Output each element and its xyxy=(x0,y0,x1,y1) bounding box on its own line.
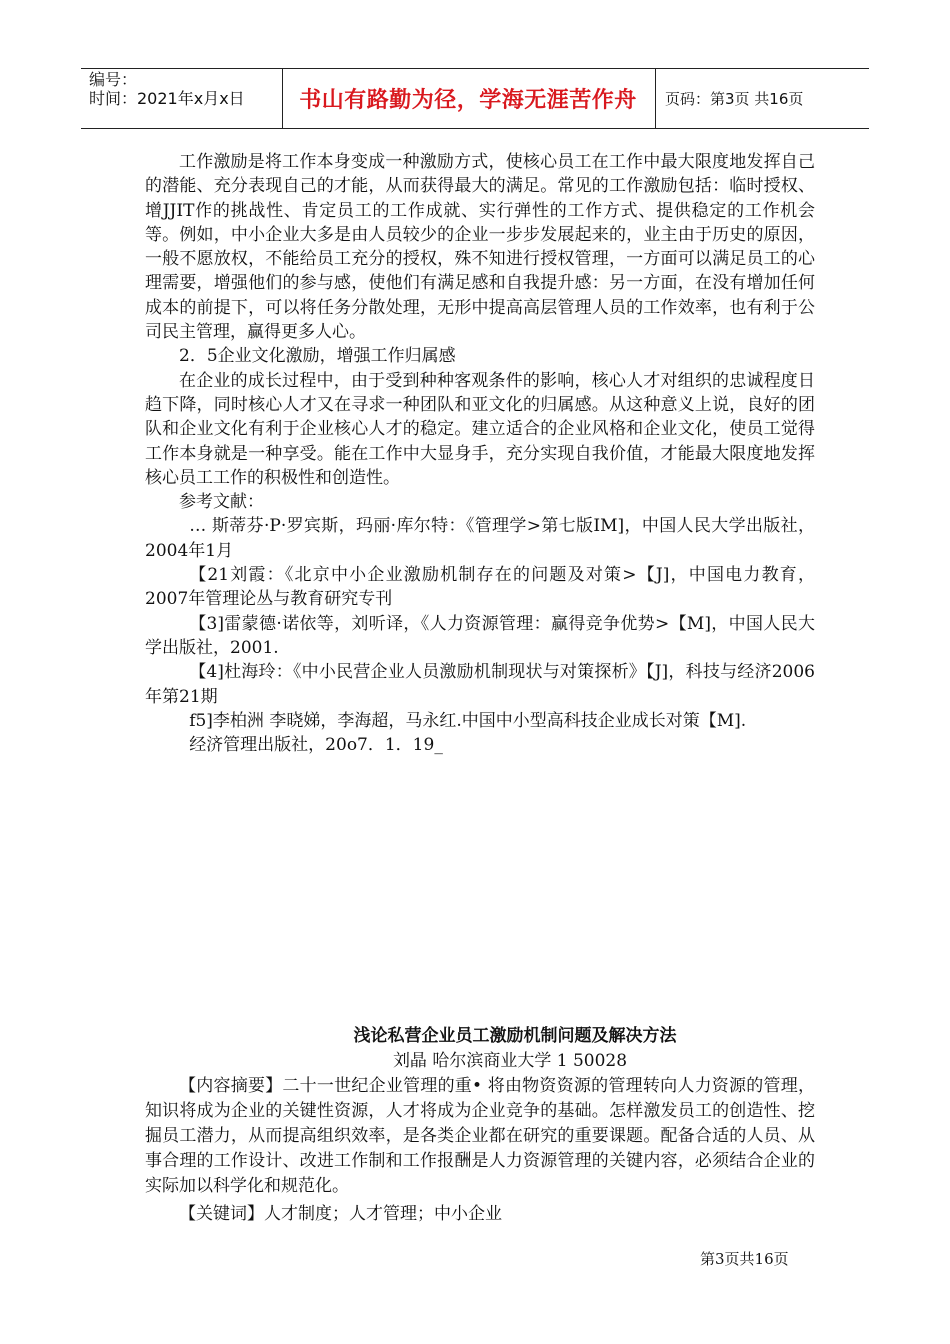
reference-item: 【21刘霞：《北京中小企业激励机制存在的问题及对策>【J]，中国电力教育，2007年管理论丛与教育研究专刊 xyxy=(145,565,815,610)
document-body xyxy=(145,150,815,757)
reference-item: 【3]雷蒙德·诺依等，刘听译，《人力资源管理：赢得竞争优势>【M]，中国人民大学出版社，2001. xyxy=(145,613,815,658)
reference-item: 【4]杜海玲：《中小民营企业人员激励机制现状与对策探析》【J]，科技与经济2006年第21期 xyxy=(145,662,815,707)
article-section xyxy=(145,1024,815,1227)
article-abstract: 【内容摘要】二十一世纪企业管理的重• 将由物资资源的管理转向人力资源的管理，知识将成为企业的关键性资源，人才将成为企业竞争的基础。怎样激发员工的创造性、挖掘员工潜力，从而提高组织效率，是各类企业都在研究的重要课题。配备合适的人员、从事合理的工作设计、改进工作制和工作报酬是人力资源管理的关键内容，必须结合企业的实际加以科学化和规范化。 xyxy=(145,1076,815,1196)
body-paragraph: 在企业的成长过程中，由于受到种种客观条件的影响，核心人才对组织的忠诚程度日趋下降，同时核心人才又在寻求一种团队和亚文化的归属感。从这种意义上说，良好的团队和企业文化有利于企业核心人才的稳定。建立适合的企业风格和企业文化，使员工觉得工作本身就是一种享受。能在工作中大显身手，充分实现自我价值，才能最大限度地发挥核心员工工作的积极性和创造性。 xyxy=(145,370,815,488)
header-motto: 书山有路勤为径，学海无涯苦作舟 xyxy=(299,87,637,113)
article-title: 浅论私营企业员工激励机制问题及解决方法 xyxy=(353,1026,677,1046)
header-number-label: 编号： xyxy=(89,70,138,89)
header-date-label: 时间：2021年x月x日 xyxy=(89,89,245,108)
reference-item: … 斯蒂芬·P·罗宾斯，玛丽·库尔特：《管理学>第七版IM]，中国人民大学出版社，2004年1月 xyxy=(145,516,815,561)
reference-item: 经济管理出版社，20o7．1．19_ xyxy=(189,735,443,756)
reference-item: f5]李柏洲 李晓娣，李海超，马永红.中国中小型高科技企业成长对策【M]. xyxy=(189,710,747,731)
header-page-label: 页码：第3页 共16页 xyxy=(665,89,804,108)
header-bottom-rule xyxy=(81,128,869,129)
footer-page-number: 第3页共16页 xyxy=(700,1250,789,1268)
article-author: 刘晶 哈尔滨商业大学 1 50028 xyxy=(392,1051,628,1071)
body-paragraph: 工作激励是将工作本身变成一种激励方式，使核心员工在工作中最大限度地发挥自己的潜能、充分表现自己的才能，从而获得最大的满足。常见的工作激励包括：临时授权、增JJIT作的挑战性、肯定员工的工作成就、实行弹性的工作方式、提供稳定的工作机会等。例如，中小企业大多是由人员较少的企业一步步发展起来的，业主由于历史的原因，一般不愿放权，不能给员工充分的授权，殊不知进行授权管理，一方面可以满足员工的心理需要，增强他们的参与感，使他们有满足感和自我提升感：另一方面，在没有增加任何成本的前提下，可以将任务分散处理，无形中提高高层管理人员的工作效率，也有利于公司民主管理，赢得更多人心。 xyxy=(145,152,815,343)
references-heading: 参考文献： xyxy=(179,492,264,513)
header-meta xyxy=(89,70,279,108)
section-heading: 2．5企业文化激励，增强工作归属感 xyxy=(179,346,456,367)
article-keywords: 【关键词】人才制度；人才管理；中小企业 xyxy=(179,1204,502,1224)
header-divider-right xyxy=(655,68,656,128)
